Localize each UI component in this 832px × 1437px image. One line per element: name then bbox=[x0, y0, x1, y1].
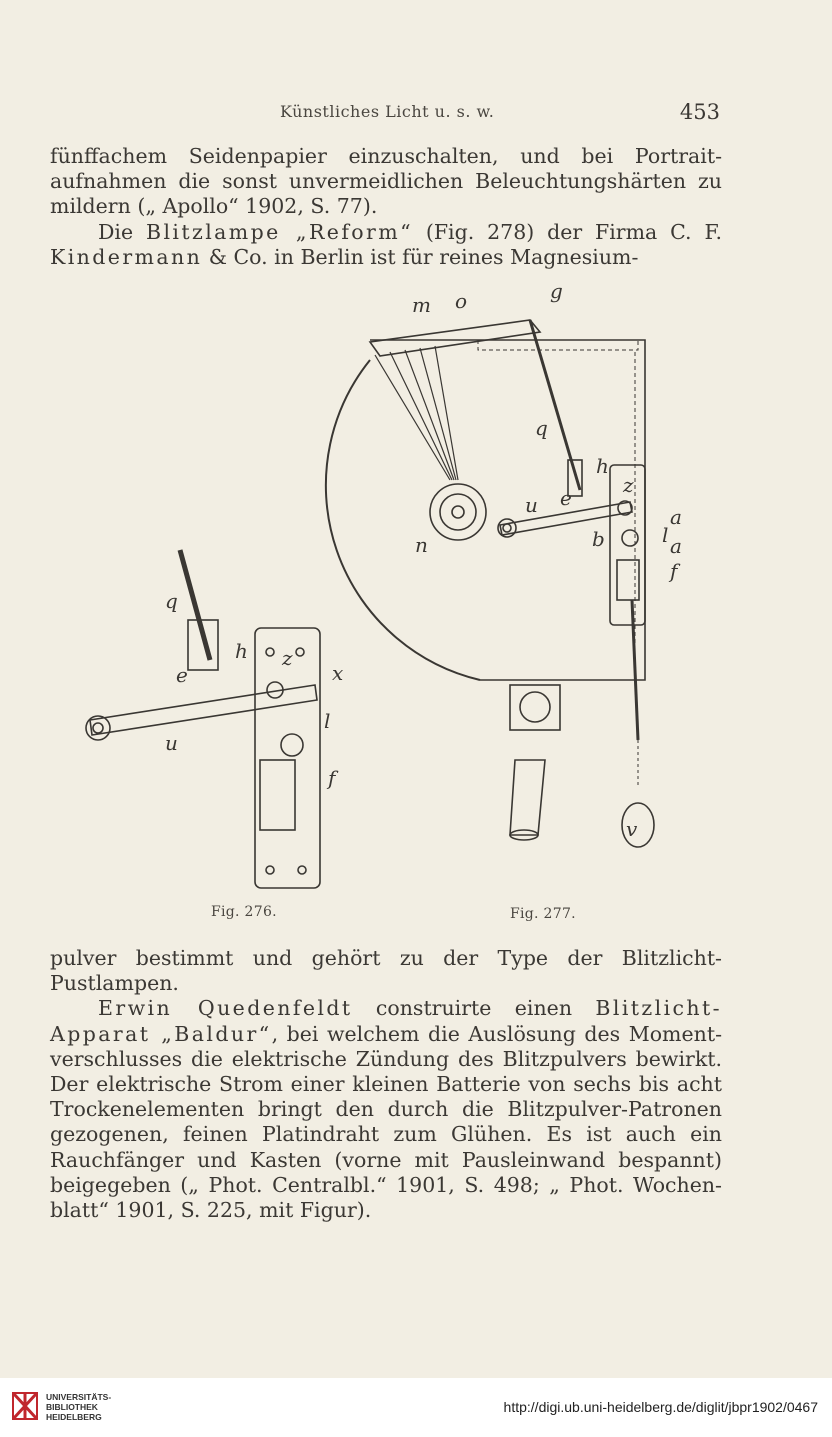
label-l-276: l bbox=[324, 709, 331, 733]
label-q-276: q bbox=[165, 589, 178, 613]
running-head: Künstliches Licht u. s. w. bbox=[280, 102, 495, 121]
paragraph-4 bbox=[50, 996, 722, 1223]
label-m: m bbox=[412, 293, 431, 317]
paragraph-1: fünffachem Seidenpapier einzuschalten, und bei Portrait-aufnahmen die sonst unvermeidlichen Beleuchtungshärten zu mildern („ Apollo“ 1902, S. 77). bbox=[50, 144, 722, 219]
caption-fig-276: Fig. 276. bbox=[211, 904, 277, 920]
label-n: n bbox=[415, 533, 428, 557]
label-f: f bbox=[670, 559, 678, 583]
label-e-276: e bbox=[176, 663, 188, 687]
spool-n bbox=[430, 484, 486, 540]
text-block-top bbox=[50, 144, 722, 270]
label-o: o bbox=[455, 289, 468, 313]
quedenfeldt-name: Erwin Quedenfeldt bbox=[98, 996, 353, 1021]
label-q: q bbox=[535, 416, 548, 440]
paragraph-2-text: & Co. in Berlin ist für reines Magnesium- bbox=[202, 244, 639, 269]
paragraph-2-text: Die bbox=[98, 219, 146, 244]
reflector-arc bbox=[326, 360, 480, 680]
paragraph-2 bbox=[50, 220, 722, 270]
paragraph-4-text: construirte einen bbox=[352, 996, 596, 1021]
logo-line-2: BIBLIOTHEK bbox=[46, 1402, 98, 1412]
label-a2: a bbox=[670, 534, 682, 558]
label-u: u bbox=[525, 493, 538, 517]
permalink-url[interactable]: http://digi.ub.uni-heidelberg.de/diglit/jbpr1902/0467 bbox=[503, 1399, 818, 1415]
figure-illustration bbox=[70, 280, 710, 930]
paragraph-4-text: , bei welchem die Auslösung des Moment-verschlusses die elektrische Zündung des Blitzpulvers bewirkt. Der elektrische Strom einer kleinen Batterie von sechs bis acht Trockenelementen bringt den durch die Blitzpulver-Patronen gezogenen, feinen Platindraht zum Glühen. Es ist auch ein Rauchfänger und Kasten (vorne mit Pausleinwand bespannt) beigegeben („ Phot. Centralbl.“ 1901, S. 498; „ Phot. Wochen-blatt“ 1901, S. 225, mit Figur). bbox=[50, 1021, 722, 1223]
logo-line-3: HEIDELBERG bbox=[46, 1412, 102, 1422]
page-number: 453 bbox=[679, 100, 720, 124]
label-l: l bbox=[662, 523, 669, 547]
label-e: e bbox=[560, 486, 572, 510]
stand-post bbox=[510, 760, 545, 835]
label-a: a bbox=[670, 505, 682, 529]
label-h-276: h bbox=[235, 639, 248, 663]
reform-lamp-name: Blitzlampe „Reform“ bbox=[145, 219, 413, 244]
library-seal-icon bbox=[10, 1390, 40, 1422]
paragraph-2-text: (Fig. 278) der Firma C. F. bbox=[412, 219, 722, 244]
paragraph-3: pulver bestimmt und gehört zu der Type der Blitzlicht-Pustlampen. bbox=[50, 946, 722, 996]
label-f-276: f bbox=[328, 766, 336, 790]
baldur-apparatus-name: Blitzlicht-Apparat „Baldur“ bbox=[50, 996, 722, 1046]
library-logo[interactable] bbox=[10, 1388, 130, 1428]
label-z-276: z bbox=[282, 646, 293, 670]
page-header bbox=[48, 100, 720, 130]
label-g: g bbox=[550, 280, 563, 303]
text-block-bottom bbox=[50, 946, 722, 1223]
digitization-footer bbox=[0, 1378, 832, 1437]
label-u-276: u bbox=[165, 731, 178, 755]
label-x-276: x bbox=[332, 661, 344, 685]
label-b: b bbox=[592, 527, 605, 551]
label-h: h bbox=[596, 454, 609, 478]
label-z: z bbox=[623, 473, 634, 497]
library-name bbox=[46, 1392, 111, 1422]
label-v: v bbox=[626, 817, 638, 841]
lamp-housing bbox=[370, 340, 645, 680]
caption-fig-277: Fig. 277. bbox=[510, 906, 576, 922]
logo-line-1: UNIVERSITÄTS- bbox=[46, 1392, 112, 1402]
rail-m bbox=[370, 320, 540, 356]
kindermann-name: Kindermann bbox=[50, 244, 203, 269]
